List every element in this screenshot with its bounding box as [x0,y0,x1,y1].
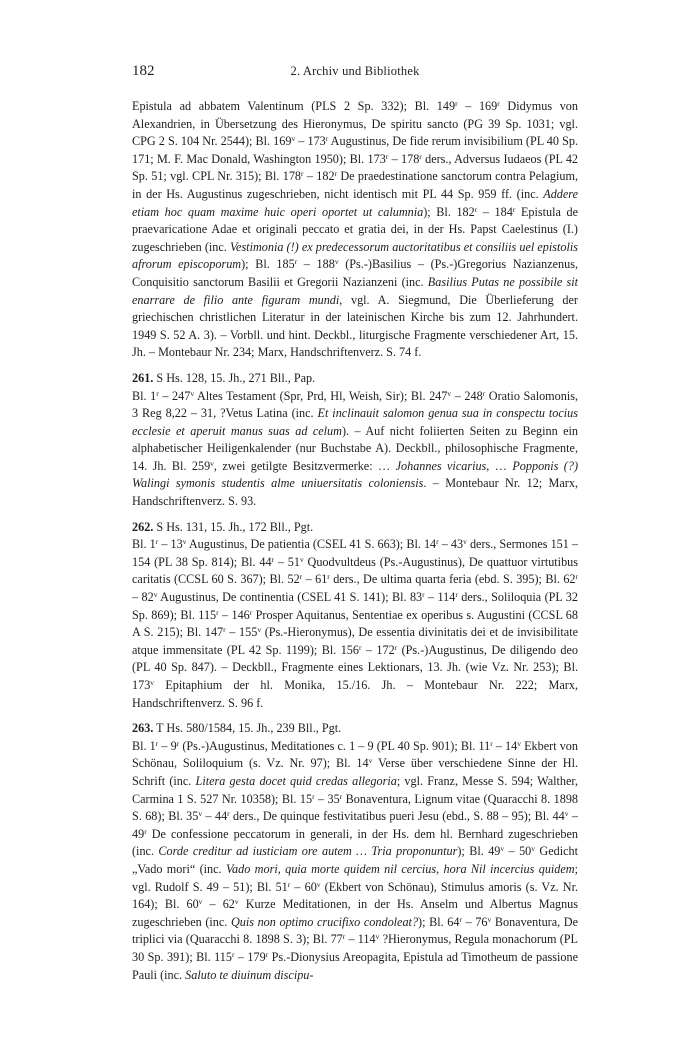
page-number: 182 [132,63,155,79]
entry-text: Bl. 1$^r$ – 247$^v$ Altes Testament (Spr, Prd, Hl, Weish, Sir); Bl. 247$^v$ – 248$^r$ Oratio Salomonis, 3 Reg 8,22 – 31, ?Vetus Latina (inc. Et inclinauit salomon genua sua in conspectu tocius ecclesie et aperuit manus suas ad celum). – Auf nicht foliierten Seiten zu Beginn ein alphabetischer Heiligenkalender (nur Buchstabe A). Deckbll., philosophische Fragmente, 14. Jh. Bl. 259$^v$, zwei getilgte Besitzvermerke: … Johannes vicarius, … Popponis (?) Walingi symonis studentis alme uniuersitatis coloniensis. – Montebaur Nr. 12; Marx, Handschriftenverz. S. 93. [132,388,579,509]
entry-number: 262. [132,519,154,534]
page-body [132,98,578,984]
entry-number: 263. [132,721,154,736]
catalog-entry [132,720,578,738]
running-header [132,63,578,85]
entry-header: S Hs. 128, 15. Jh., 271 Bll., Pap. [156,370,316,385]
continuation-paragraph: Epistula ad abbatem Valentinum (PLS 2 Sp. 332); Bl. 149$^r$ – 169$^r$ Didymus von Alexandrien, in Übersetzung des Hieronymus, De spiritu sancto (PG 39 Sp. 1031; vgl. CPG 2 S. 104 Nr. 2544); Bl. 169$^v$ – 173$^r$ Augustinus, De fide rerum invisibilium (PL 40 Sp. 171; M. F. Mac Donald, Washington 1950); Bl. 173$^r$ – 178$^r$ ders., Adversus Iudaeos (PL 42 Sp. 51; vgl. CPL Nr. 315); Bl. 178$^r$ – 182$^r$ De praedestinatione sanctorum contra Pelagium, in der Hs. Augustinus zugeschrieben, nicht identisch mit PL 44 Sp. 959 ff. (inc. Addere etiam hoc quam maxime huic operi oportet ut calumnia); Bl. 182$^r$ – 184$^r$ Epistula de praevaricatione Adae et originali peccato et gratia dei, in der Hs. Papst Caelestinus (I.) zugeschrieben (inc. Vestimonia (!) ex predecessorum auctoritatibus et consiliis uel epistolis afrorum episcoporum); Bl. 185$^r$ – 188$^v$ (Ps.-)Basilius – (Ps.-)Gregorius Nazianzenus, Conquisitio sanctorum Basilii et Gregorii Nazianzeni (inc. Basilius Putas ne possibile sit enarrare de filio ante figuram mundi, vgl. A. Siegmund, Die Überlieferung der griechischen christlichen Literatur in der lateinischen Kirche bis zum 12. Jahrhundert. 1949 S. 52 A. 3). – Vorbll. und hint. Deckbl., liturgische Fragmente verschiedener Art, 15. Jh. – Montebaur Nr. 234; Marx, Handschriftenverz. S. 74 f. [132,99,579,360]
entry-text: Bl. 1$^r$ – 13$^v$ Augustinus, De patientia (CSEL 41 S. 663); Bl. 14$^r$ – 43$^v$ ders., Sermones 151 – 154 (PL 38 Sp. 814); Bl. 44$^r$ – 51$^v$ Quodvultdeus (Ps.-Augustinus), De quattuor virtutibus caritatis (CCSL 60 S. 367); Bl. 52$^r$ – 61$^r$ ders., De ultima quarta feria (ebd. S. 395); Bl. 62$^r$ – 82$^v$ Augustinus, De continentia (CSEL 41 S. 141); Bl. 83$^r$ – 114$^r$ ders., Soliloquia (PL 32 Sp. 869); Bl. 115$^r$ – 146$^r$ Prosper Aquitanus, Sententiae ex operibus s. Augustini (CCSL 68 A S. 215); Bl. 147$^r$ – 155$^v$ (Ps.-Hieronymus), De essentia divinitatis dei et de invisibilitate atque immensitate (PL 42 Sp. 1199); Bl. 156$^r$ – 172$^r$ (Ps.-)Augustinus, De diligendo deo (PL 40 Sp. 847). – Deckbll., Fragmente eines Lektionars, 13. Jh. (wie Vz. Nr. 253); Bl. 173$^v$ Epitaphium der hl. Monika, 15./16. Jh. – Montebaur Nr. 222; Marx, Handschriftenverz. S. 96 f. [132,537,579,710]
entry-number: 261. [132,370,154,385]
entry-header: T Hs. 580/1584, 15. Jh., 239 Bll., Pgt. [156,721,342,736]
running-title: 2. Archiv und Bibliothek [290,64,420,78]
catalog-entry [132,519,578,537]
entry-text: Bl. 1$^r$ – 9$^r$ (Ps.-)Augustinus, Meditationes c. 1 – 9 (PL 40 Sp. 901); Bl. 11$^r$ – 14$^v$ Ekbert von Schönau, Soliloquium (s. Vz. Nr. 97); Bl. 14$^v$ Verse über verschiedene Sinne der Hl. Schrift (inc. Litera gesta docet quid credas allegoria; vgl. Franz, Messe S. 594; Walther, Carmina 1 S. 527 Nr. 10358); Bl. 15$^r$ – 35$^r$ Bonaventura, Lignum vitae (Quaracchi 8. 1898 S. 68); Bl. 35$^v$ – 44$^r$ ders., De quinque festivitatibus pueri Jesu (ebd., S. 88 – 95); Bl. 44$^v$ – 49$^r$ De confessione peccatorum in generali, in der Hs. dem hl. Bernhard zugeschrieben (inc. Corde creditur ad iusticiam ore autem … Tria proponuntur); Bl. 49$^v$ – 50$^v$ Gedicht „Vado mori“ (inc. Vado mori, quia morte quidem nil cercius, hora Nil incercius quidem; vgl. Rudolf S. 49 – 51); Bl. 51$^r$ – 60$^v$ (Ekbert von Schönau), Stimulus amoris (s. Vz. Nr. 164); Bl. 60$^v$ – 62$^v$ Kurze Meditationen, in der Hs. Anselm und Albertus Magnus zugeschrieben (inc. Quis non optimo crucifixo condoleat?); Bl. 64$^r$ – 76$^v$ Bonaventura, De triplici via (Quaracchi 8. 1898 S. 3); Bl. 77$^r$ – 114$^v$ ?Hieronymus, Regula monachorum (PL 30 Sp. 391); Bl. 115$^r$ – 179$^r$ Ps.-Dionysius Areopagita, Epistula ad Timotheum de passione Pauli (inc. Saluto te diuinum discipu- [132,738,579,982]
entry-header: S Hs. 131, 15. Jh., 172 Bll., Pgt. [156,519,314,534]
catalog-entry [132,370,578,388]
